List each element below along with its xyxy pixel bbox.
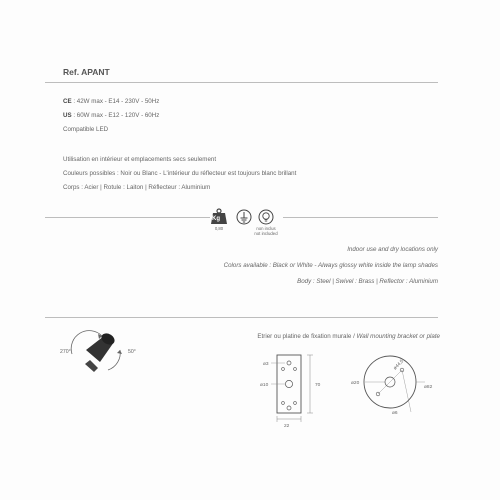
bracket-title-fr: Etrier ou platine de fixation murale xyxy=(257,333,352,340)
round-center-hole-label: ø20 xyxy=(351,381,360,386)
rect-height-label: 70 xyxy=(315,383,321,388)
bulb-icon xyxy=(258,209,274,225)
rect-width-label: 22 xyxy=(284,424,290,429)
class-1-earth-icon xyxy=(236,209,252,225)
round-plate-drawing xyxy=(345,350,440,420)
spec-ce-value: : 42W max - E14 - 230V - 50Hz xyxy=(73,98,160,105)
rectangular-bracket-drawing xyxy=(255,350,330,430)
bracket-title-en: Wall mounting bracket or plate xyxy=(356,333,440,340)
divider-icons-left xyxy=(45,217,210,218)
bulb-note-fr: non inclus xyxy=(256,226,276,231)
spec-ce xyxy=(63,98,159,105)
spec-us-value: : 60W max - E12 - 120V - 60Hz xyxy=(73,112,160,119)
rotation-right-angle: 50° xyxy=(128,349,136,355)
divider-top xyxy=(45,82,438,83)
desc-en-colors: Colors available : Black or White - Always glossy white inside the lamp shades xyxy=(223,262,438,269)
spec-compatible: Compatible LED xyxy=(63,126,109,133)
weight-label: Kg xyxy=(212,216,220,222)
desc-fr-use: Utilisation en intérieur et emplacements secs seulement xyxy=(63,156,217,163)
desc-fr-colors: Couleurs possibles : Noir ou Blanc - L'intérieur du réflecteur est toujours blanc brillant xyxy=(63,170,297,177)
spec-ce-label: CE xyxy=(63,98,72,105)
spec-us xyxy=(63,112,159,119)
desc-en-use: Indoor use and dry locations only xyxy=(347,246,438,253)
divider-icons-right xyxy=(283,217,438,218)
rect-hole-mid-label: ø10 xyxy=(260,383,269,388)
bulb-note-en: not included xyxy=(254,230,278,236)
bracket-title-separator: / xyxy=(353,333,355,340)
desc-fr-body: Corps : Acier | Rotule : Laiton | Réflecteur : Aluminium xyxy=(63,184,211,191)
round-diameter-label: ø82 xyxy=(424,385,433,390)
bracket-title xyxy=(200,333,440,340)
bulb-note xyxy=(248,227,284,236)
divider-bottom xyxy=(45,317,438,318)
reference-title: Ref. APANT xyxy=(63,67,110,77)
rect-hole-top-label: ø3 xyxy=(263,362,269,367)
round-pcd-label: ø44,5 xyxy=(392,359,406,372)
desc-en-body: Body : Steel | Swivel : Brass | Reflector : Aluminium xyxy=(297,278,438,285)
rotation-left-angle: 270° xyxy=(60,349,71,355)
weight-value: 0,80 xyxy=(214,226,224,231)
round-small-hole-label: ø6 xyxy=(392,411,398,416)
spec-us-label: US xyxy=(63,112,72,119)
